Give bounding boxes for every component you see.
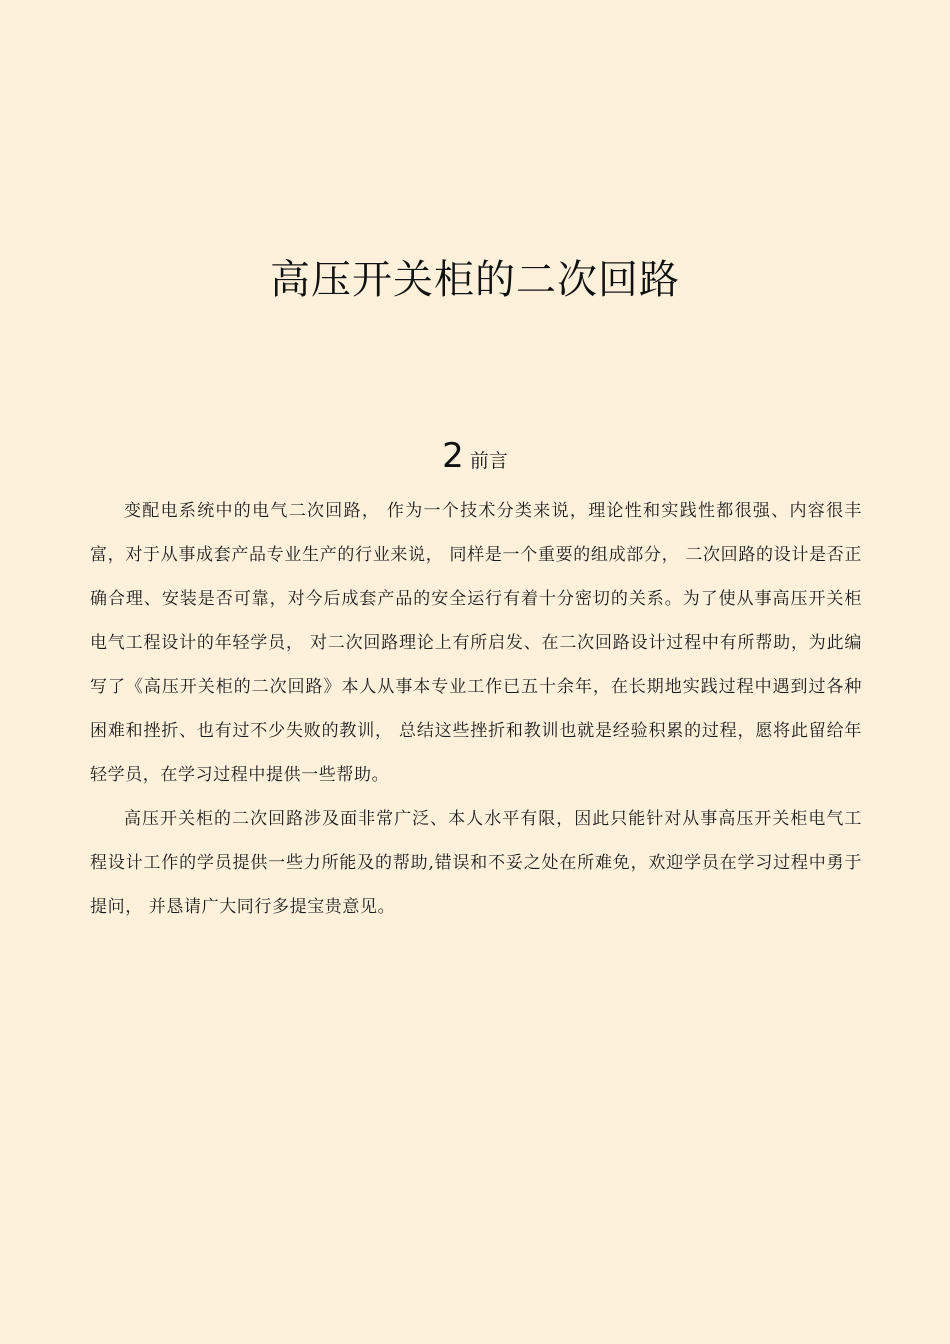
document-title: 高压开关柜的二次回路 (270, 257, 680, 303)
paragraph-2: 高压开关柜的二次回路涉及面非常广泛、本人水平有限，因此只能针对从事高压开关柜电气工程设计工作的学员提供一些力所能及的帮助,错误和不妥之处在所难免，欢迎学员在学习过程中勇于提问， 并恳请广大同行多提宝贵意见。 (90, 809, 862, 917)
paragraph-1: 变配电系统中的电气二次回路， 作为一个技术分类来说，理论性和实践性都很强、内容很丰富，对于从事成套产品专业生产的行业来说， 同样是一个重要的组成部分， 二次回路的设计是否正确合理、安装是否可靠，对今后成套产品的安全运行有着十分密切的关系。为了使从事高压开关柜电气工程设计的年轻学员， 对二次回路理论上有所启发、在二次回路设计过程中有所帮助，为此编写了《高压开关柜的二次回路》本人从事本专业工作已五十余年，在长期地实践过程中遇到过各种困难和挫折、也有过不少失败的教训， 总结这些挫折和教训也就是经验积累的过程，愿将此留给年轻学员，在学习过程中提供一些帮助。 (90, 501, 862, 785)
section-number: 2 (442, 436, 464, 476)
body-text (90, 489, 862, 929)
section-label: 前言 (469, 450, 508, 472)
section-heading (0, 432, 950, 480)
